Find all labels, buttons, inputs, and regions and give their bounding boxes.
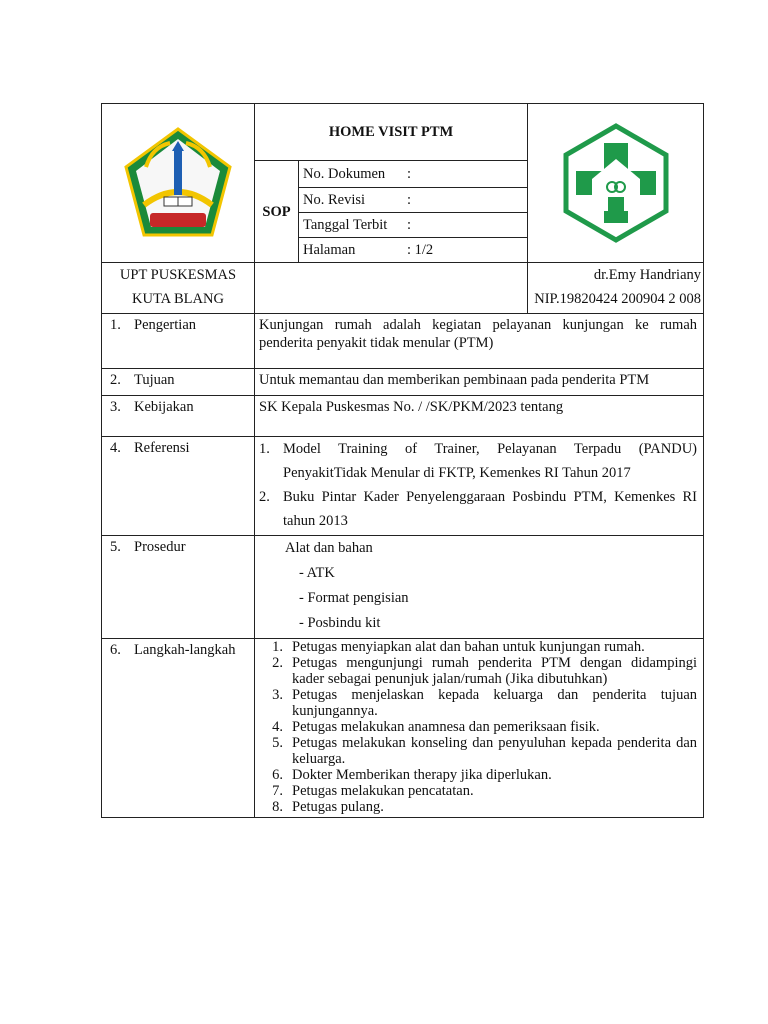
meta-label: Tanggal Terbit (303, 217, 388, 233)
step-number: 8. (272, 799, 283, 815)
section-number: 1. (110, 317, 121, 333)
meta-row-tanggal (299, 213, 528, 238)
signer-name: dr.Emy Handriany (593, 267, 702, 283)
reference-number: 1. (259, 441, 270, 457)
section-label: Langkah-langkah (134, 642, 236, 658)
section-label: Pengertian (134, 317, 197, 333)
reference-text: Model Training of Trainer, Pelayanan Terpadu (PANDU) PenyakitTidak Menular di FKTP, Kemenkes RI Tahun 2017 (283, 441, 698, 481)
org-line2: KUTA BLANG (132, 291, 224, 307)
step-text: Petugas melakukan anamnesa dan pemeriksaan fisik. (292, 719, 600, 735)
procedure-item: - Posbindu kit (299, 615, 381, 631)
procedure-item: - ATK (299, 565, 335, 581)
procedure-heading: Alat dan bahan (285, 540, 373, 556)
step-number: 2. (272, 655, 283, 671)
meta-row-halaman (299, 238, 528, 263)
section-label-referensi (102, 437, 255, 536)
step-item (257, 783, 697, 799)
org-blank-cell (255, 263, 528, 314)
section-label: Referensi (134, 440, 190, 456)
signer-block (528, 263, 704, 314)
step-number: 4. (272, 719, 283, 735)
org-line1: UPT PUSKESMAS (119, 267, 237, 283)
step-number: 5. (272, 735, 283, 751)
signer-nip: NIP.19820424 200904 2 008 (534, 291, 702, 307)
section-label-prosedur (102, 536, 255, 639)
sop-table (101, 103, 704, 818)
step-text: Dokter Memberikan therapy jika diperlukan. (292, 767, 552, 783)
step-item (257, 735, 697, 767)
procedure-item: - Format pengisian (299, 590, 409, 606)
step-item (257, 687, 697, 719)
step-item (257, 655, 697, 687)
section-label: Prosedur (134, 539, 186, 555)
section-text-kebijakan: SK Kepala Puskesmas No. / /SK/PKM/2023 tentang (255, 396, 704, 437)
section-number: 4. (110, 440, 121, 456)
step-text: Petugas melakukan pencatatan. (292, 783, 474, 799)
step-item (257, 639, 697, 655)
meta-value: : 1/2 (407, 242, 434, 258)
puskesmas-logo-icon (560, 123, 672, 243)
sop-label: SOP (255, 161, 299, 263)
meta-value: : (407, 166, 412, 182)
section-text-pengertian: Kunjungan rumah adalah kegiatan pelayanan kunjungan ke rumah penderita penyakit tidak menular (PTM) (255, 314, 704, 369)
references-list (255, 437, 704, 536)
step-number: 6. (272, 767, 283, 783)
section-number: 2. (110, 372, 121, 388)
step-text: Petugas pulang. (292, 799, 384, 815)
meta-label: No. Revisi (303, 192, 366, 208)
step-text: Petugas mengunjungi rumah penderita PTM dengan didampingi kader sebagai penunjuk jalan/rumah (Jika dibutuhkan) (292, 655, 698, 687)
section-number: 3. (110, 399, 121, 415)
section-number: 6. (110, 642, 121, 658)
step-item (257, 799, 697, 815)
procedure-list (255, 536, 704, 639)
org-name (102, 263, 255, 314)
reference-item (259, 437, 697, 485)
step-text: Petugas menjelaskan kepada keluarga dan penderita tujuan kunjungannya. (292, 687, 698, 719)
bireuen-logo-cell (102, 104, 255, 263)
section-text-tujuan: Untuk memantau dan memberikan pembinaan pada penderita PTM (255, 369, 704, 396)
step-text: Petugas menyiapkan alat dan bahan untuk kunjungan rumah. (292, 639, 645, 655)
step-text: Petugas melakukan konseling dan penyuluhan kepada penderita dan keluarga. (292, 735, 698, 767)
steps-list (255, 639, 704, 818)
meta-row-revisi (299, 188, 528, 213)
meta-value: : (407, 192, 412, 208)
meta-row-dokumen (299, 161, 528, 188)
section-label-tujuan (102, 369, 255, 396)
step-item (257, 719, 697, 735)
section-label-kebijakan (102, 396, 255, 437)
section-label-pengertian (102, 314, 255, 369)
section-label: Kebijakan (134, 399, 194, 415)
meta-label: Halaman (303, 242, 356, 258)
sop-document (101, 103, 703, 818)
step-number: 3. (272, 687, 283, 703)
reference-text: Buku Pintar Kader Penyelenggaraan Posbindu PTM, Kemenkes RI tahun 2013 (283, 489, 698, 529)
meta-label: No. Dokumen (303, 166, 386, 182)
step-number: 1. (272, 639, 283, 655)
puskesmas-logo-cell (528, 104, 704, 263)
reference-number: 2. (259, 489, 270, 505)
bireuen-logo-icon (122, 127, 234, 239)
meta-value: : (407, 217, 412, 233)
step-number: 7. (272, 783, 283, 799)
section-label-langkah (102, 639, 255, 818)
section-number: 5. (110, 539, 121, 555)
section-label: Tujuan (134, 372, 175, 388)
step-item (257, 767, 697, 783)
document-title: HOME VISIT PTM (255, 104, 528, 161)
reference-item (259, 485, 697, 533)
